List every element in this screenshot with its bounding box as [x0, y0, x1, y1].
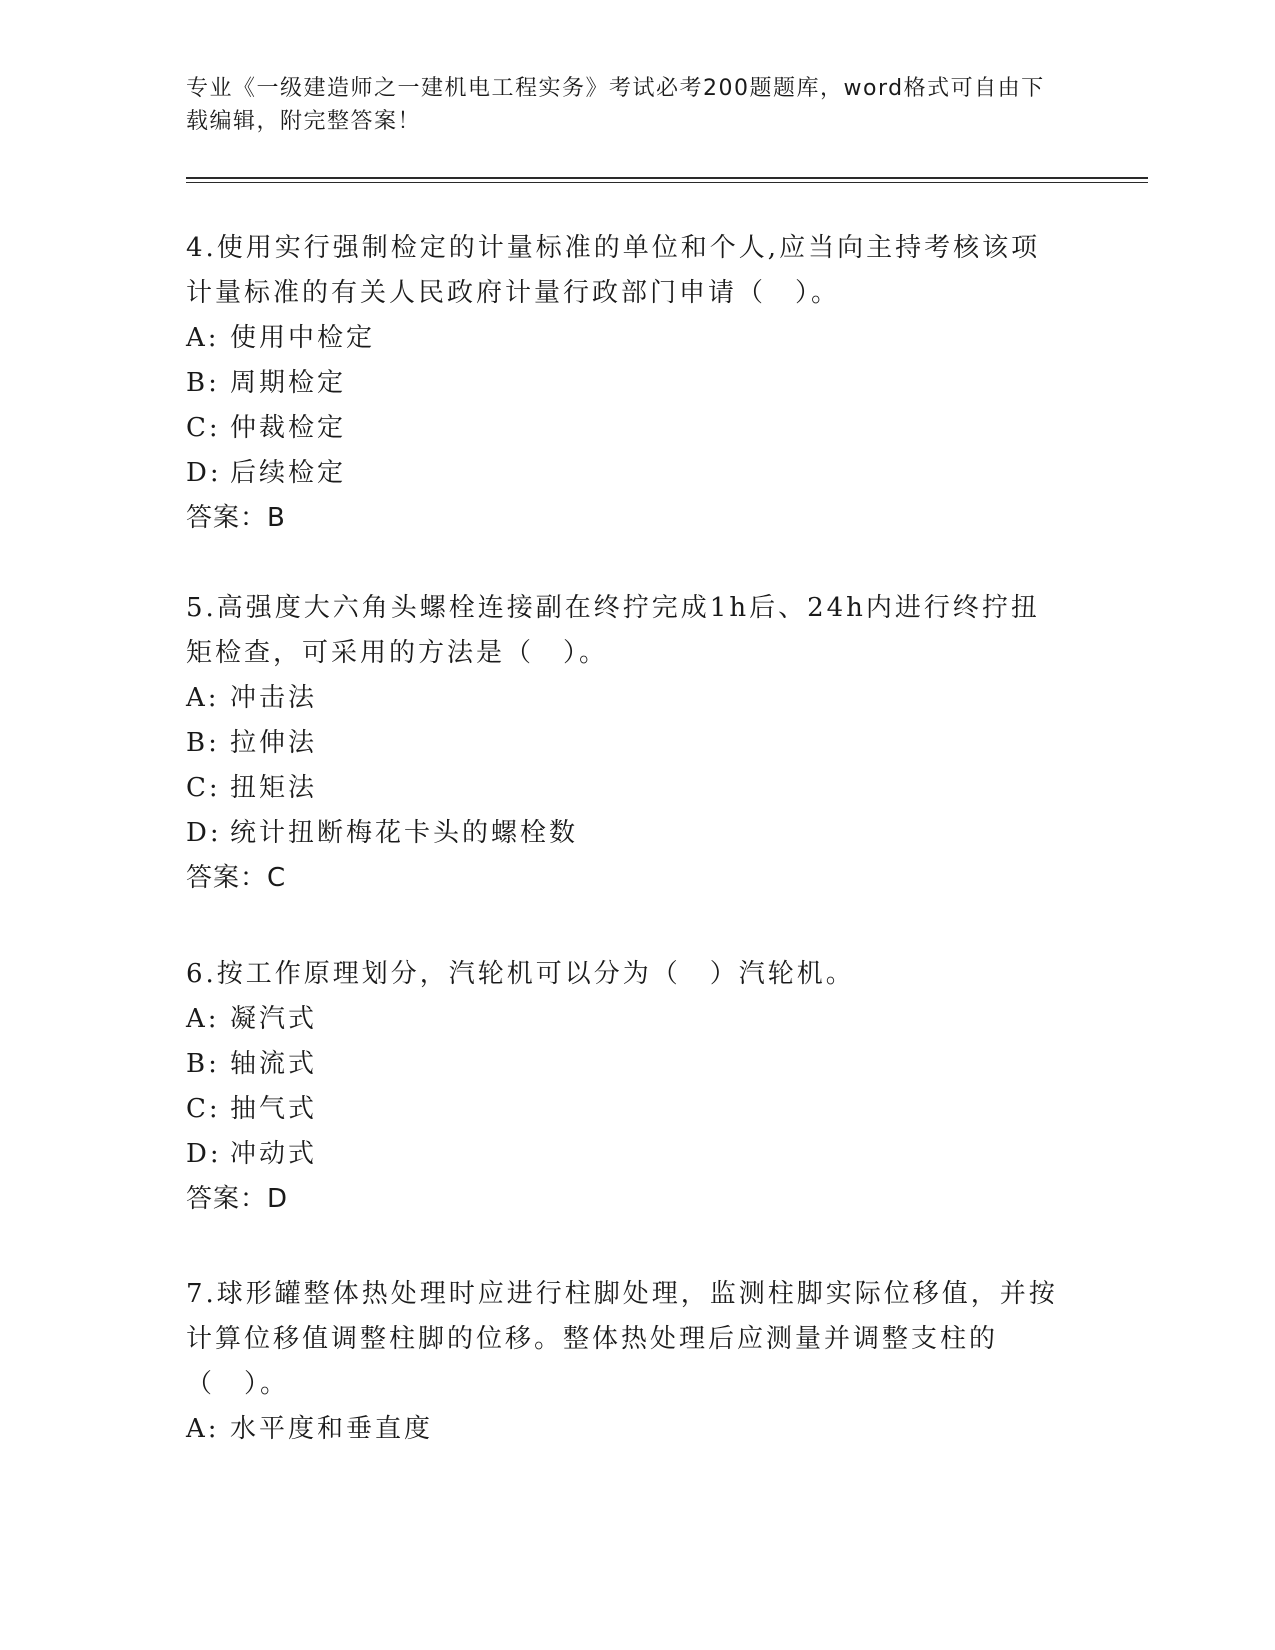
option-d	[186, 811, 1066, 856]
document-header: 专业《一级建造师之一建机电工程实务》考试必考200题题库，word格式可自由下载编辑，附完整答案！	[186, 76, 1045, 134]
option-letter: D:	[186, 458, 222, 488]
option-text: 使用中检定	[230, 323, 376, 353]
option-text: 冲动式	[230, 1139, 318, 1169]
option-b	[186, 361, 1066, 406]
answer: 答案：C	[186, 863, 287, 893]
option-letter: B:	[186, 728, 220, 758]
question-7	[186, 1272, 1066, 1452]
option-text: 后续检定	[230, 458, 347, 488]
question-5	[186, 586, 1066, 901]
question-6	[186, 952, 1066, 1222]
question-stem: 4.使用实行强制检定的计量标准的单位和个人,应当向主持考核该项计量标准的有关人民政府计量行政部门申请（ ）。	[186, 233, 1041, 308]
option-letter: C:	[186, 1094, 221, 1124]
option-text: 拉伸法	[230, 728, 318, 758]
option-text: 仲裁检定	[230, 413, 347, 443]
option-letter: A:	[186, 683, 220, 713]
option-c	[186, 1087, 1066, 1132]
option-letter: B:	[186, 368, 220, 398]
option-letter: D:	[186, 1139, 222, 1169]
option-c	[186, 766, 1066, 811]
question-stem: 7.球形罐整体热处理时应进行柱脚处理，监测柱脚实际位移值，并按计算位移值调整柱脚的位移。整体热处理后应测量并调整支柱的（ ）。	[186, 1279, 1058, 1399]
header-divider-thin	[186, 182, 1148, 183]
question-4	[186, 226, 1066, 541]
option-text: 扭矩法	[230, 773, 318, 803]
question-stem: 6.按工作原理划分，汽轮机可以分为（ ）汽轮机。	[186, 959, 855, 989]
option-letter: D:	[186, 818, 222, 848]
option-a	[186, 676, 1066, 721]
question-stem: 5.高强度大六角头螺栓连接副在终拧完成1h后、24h内进行终拧扭矩检查，可采用的方法是（ ）。	[186, 593, 1040, 668]
option-b	[186, 721, 1066, 766]
option-text: 凝汽式	[230, 1004, 318, 1034]
header-divider-thick	[186, 177, 1148, 179]
option-a	[186, 316, 1066, 361]
option-d	[186, 1132, 1066, 1177]
option-text: 水平度和垂直度	[230, 1414, 434, 1444]
option-letter: C:	[186, 773, 221, 803]
answer: 答案：D	[186, 1184, 289, 1214]
option-letter: C:	[186, 413, 221, 443]
option-d	[186, 451, 1066, 496]
option-a	[186, 1407, 1066, 1452]
option-text: 周期检定	[230, 368, 347, 398]
option-letter: A:	[186, 1414, 220, 1444]
option-a	[186, 997, 1066, 1042]
option-c	[186, 406, 1066, 451]
option-letter: B:	[186, 1049, 220, 1079]
option-text: 冲击法	[230, 683, 318, 713]
option-letter: A:	[186, 323, 220, 353]
option-text: 轴流式	[230, 1049, 318, 1079]
option-letter: A:	[186, 1004, 220, 1034]
answer: 答案：B	[186, 503, 286, 533]
option-text: 抽气式	[230, 1094, 318, 1124]
option-b	[186, 1042, 1066, 1087]
option-text: 统计扭断梅花卡头的螺栓数	[230, 818, 579, 848]
